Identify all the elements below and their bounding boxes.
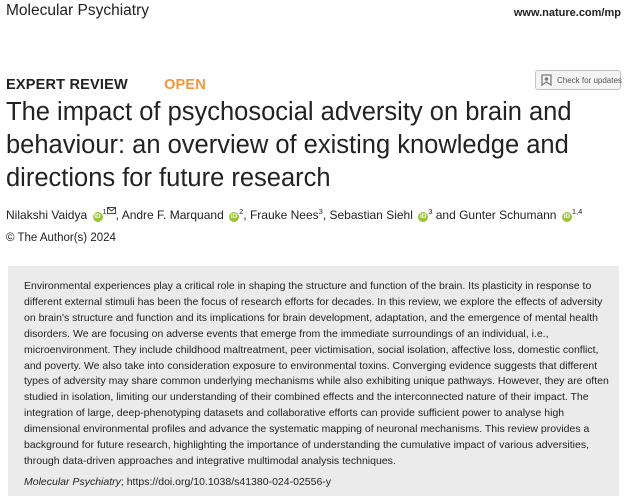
abstract-box bbox=[8, 266, 619, 496]
orcid-icon[interactable]: iD bbox=[94, 213, 101, 220]
journal-url[interactable]: www.nature.com/mp bbox=[513, 7, 621, 19]
orcid-icon[interactable]: iD bbox=[563, 213, 571, 220]
check-for-updates-button[interactable] bbox=[535, 70, 621, 90]
author-and: and bbox=[432, 208, 460, 222]
orcid-icon[interactable]: iD bbox=[230, 213, 238, 220]
affiliation-number: 1 bbox=[102, 207, 107, 216]
author-separator: , bbox=[243, 208, 250, 222]
citation-line bbox=[24, 476, 609, 488]
affiliation-number: 3 bbox=[318, 207, 323, 216]
author-separator: , bbox=[115, 208, 122, 222]
author-name[interactable]: Andre F. Marquand bbox=[121, 208, 224, 222]
orcid-icon[interactable]: iD bbox=[419, 213, 427, 220]
affiliation-number: 1,4 bbox=[571, 207, 583, 216]
citation-doi[interactable]: ; https://doi.org/10.1038/s41380-024-02556-y bbox=[120, 475, 332, 488]
affiliation-number: 2 bbox=[239, 207, 244, 216]
affiliation-number: 3 bbox=[428, 207, 433, 216]
author-name[interactable]: Gunter Schumann bbox=[459, 208, 557, 222]
crossmark-icon bbox=[541, 74, 552, 86]
author-list bbox=[6, 203, 582, 222]
citation-journal: Molecular Psychiatry bbox=[24, 475, 121, 488]
article-type: EXPERT REVIEW bbox=[6, 77, 128, 93]
article-type-row bbox=[6, 77, 206, 93]
mail-icon[interactable] bbox=[107, 203, 116, 217]
copyright-notice: © The Author(s) 2024 bbox=[6, 232, 116, 244]
journal-name: Molecular Psychiatry bbox=[6, 2, 149, 19]
author-name[interactable]: Sebastian Siehl bbox=[329, 208, 413, 222]
abstract-text: Environmental experiences play a critical role in shaping the structure and function of the brain. Its plasticity in response to different external stimuli has been the focus of research efforts for decades. In this review, we explore the effects of adversity on brain's structure and function and its implications for brain development, adaptation, and the emergence of mental health disorders. We are focusing on adverse events that emerge from the immediate surroundings of an individual, i.e., microenvironment. They include childhood maltreatment, peer victimisation, social isolation, affective loss, domestic conflict, and poverty. We also take into consideration exposure to environmental toxins. Converging evidence suggests that different types of adversity may share common underlying mechanisms while also exhibiting unique pathways. However, they are often studied in isolation, limiting our understanding of their combined effects and the interconnected nature of their impact. The integration of large, deep-phenotyping datasets and collaborative efforts can provide sufficient power to analyse high dimensional environmental profiles and advance the systematic mapping of neuronal mechanisms. This review provides a background for future research, highlighting the importance of understanding the cumulative impact of various adversities, through data-driven approaches and integrative multimodal analysis techniques. bbox=[24, 280, 609, 467]
author-name[interactable]: Nilakshi Vaidya bbox=[6, 208, 88, 222]
open-access-label: OPEN bbox=[164, 77, 206, 93]
article-title: The impact of psychosocial adversity on brain and behaviour: an overview of existing knowledge and directions for future research bbox=[6, 98, 572, 192]
author-name[interactable]: Frauke Nees bbox=[249, 208, 319, 222]
check-for-updates-label: Check for updates bbox=[557, 75, 622, 85]
author-separator: , bbox=[322, 208, 330, 222]
